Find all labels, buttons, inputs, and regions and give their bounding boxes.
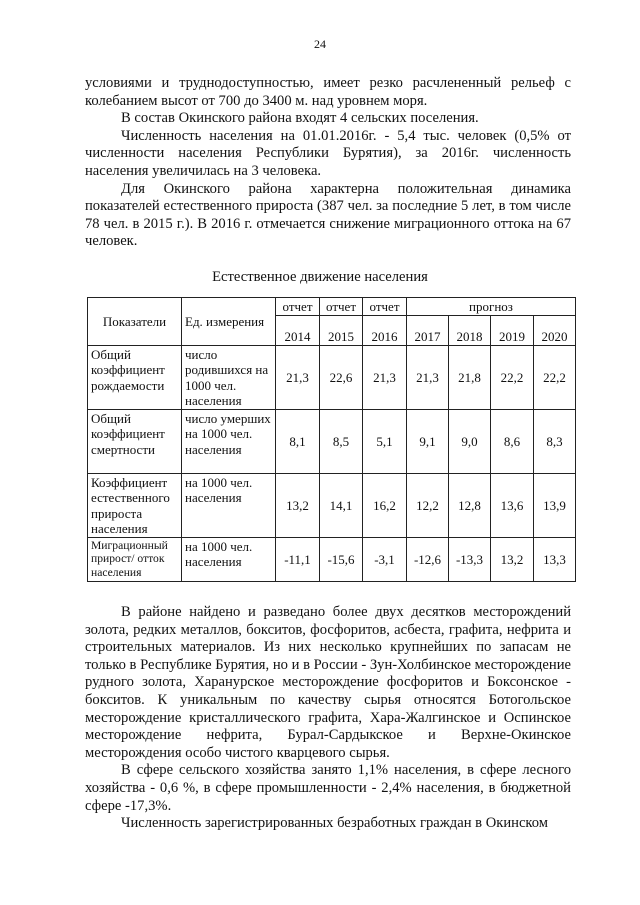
table-cell: 8,6 xyxy=(491,410,534,474)
text-block-bottom xyxy=(85,604,571,833)
row-indicator: Общий коэффициент рождаемости xyxy=(88,346,182,410)
page-number: 24 xyxy=(314,37,326,51)
row-unit: число умерших на 1000 чел. населения xyxy=(182,410,276,474)
header-year: 2020 xyxy=(534,316,576,346)
table-cell: 21,8 xyxy=(449,346,491,410)
table-row xyxy=(88,346,576,410)
table-cell: -15,6 xyxy=(320,538,363,582)
paragraph: Для Окинского района характерна положительная динамика показателей естественного прироста (387 чел. за последние 5 лет, в том числе 78 чел. в 2015 г.). В 2016 г. отмечается снижение миграционного оттока на 67 человек. xyxy=(85,180,571,250)
table-row xyxy=(88,538,576,582)
table-cell: 21,3 xyxy=(276,346,320,410)
header-year: 2018 xyxy=(449,316,491,346)
table-cell: 22,6 xyxy=(320,346,363,410)
paragraph: В состав Окинского района входят 4 сельских поселения. xyxy=(121,110,479,127)
header-year: 2015 xyxy=(320,316,363,346)
table-caption: Естественное движение населения xyxy=(212,269,428,285)
table-cell: 22,2 xyxy=(534,346,576,410)
text-block-top xyxy=(85,75,571,251)
row-indicator: Миграционный прирост/ отток населения xyxy=(88,538,182,582)
paragraph: В сфере сельского хозяйства занято 1,1% населения, в сфере лесного хозяйства - 0,6 %, в сфере промышленности - 2,4% населения, в бюджетной сфере -17,3%. xyxy=(85,762,571,814)
row-unit: на 1000 чел. населения xyxy=(182,538,276,582)
table-cell: 13,3 xyxy=(534,538,576,582)
paragraph: В районе найдено и разведано более двух десятков месторождений золота, редких металлов, бокситов, фосфоритов, асбеста, графита, нефрита и строительных материалов. Из них несколько крупнейших по запасам не только в Республике Бурятия, но и в России - Зун-Холбинское месторождение рудного золота, Харанурское месторождение фосфоритов и Боксонское - бокситов. К уникальным по качеству сырья относятся Ботогольское месторождение кристаллического графита, Хара-Жалгинское и Оспинское месторождение нефрита, Бурал-Сардыкское и Верхне-Окинское месторождения особо чистого кварцевого сырья. xyxy=(85,604,571,761)
paragraph: условиями и труднодоступностью, имеет резко расчлененный рельеф с колебанием высот от 700 до 3400 м. над уровнем моря. xyxy=(85,75,571,109)
header-report: отчет xyxy=(363,298,407,316)
header-year: 2019 xyxy=(491,316,534,346)
table-cell: 8,5 xyxy=(320,410,363,474)
table-cell: -13,3 xyxy=(449,538,491,582)
table-cell: 12,2 xyxy=(407,474,449,538)
table-cell: 14,1 xyxy=(320,474,363,538)
header-forecast: прогноз xyxy=(407,298,576,316)
header-year: 2017 xyxy=(407,316,449,346)
table-cell: -12,6 xyxy=(407,538,449,582)
table-cell: 12,8 xyxy=(449,474,491,538)
table-cell: 21,3 xyxy=(407,346,449,410)
header-indicator: Показатели xyxy=(88,298,182,346)
header-report: отчет xyxy=(276,298,320,316)
table-cell: 8,3 xyxy=(534,410,576,474)
header-report: отчет xyxy=(320,298,363,316)
table-cell: 13,2 xyxy=(276,474,320,538)
header-year: 2014 xyxy=(276,316,320,346)
header-year: 2016 xyxy=(363,316,407,346)
paragraph: Численность зарегистрированных безработных граждан в Окинском xyxy=(121,815,549,832)
table-cell: 13,2 xyxy=(491,538,534,582)
row-indicator: Коэффициент естественного прироста населения xyxy=(88,474,182,538)
table-cell: 22,2 xyxy=(491,346,534,410)
table-row xyxy=(88,410,576,474)
table-cell: 16,2 xyxy=(363,474,407,538)
table-row xyxy=(88,474,576,538)
row-unit: число родившихся на 1000 чел. населения xyxy=(182,346,276,410)
table-cell: -11,1 xyxy=(276,538,320,582)
table-cell: 13,9 xyxy=(534,474,576,538)
population-table xyxy=(87,297,576,582)
table-cell: 5,1 xyxy=(363,410,407,474)
row-indicator: Общий коэффициент смертности xyxy=(88,410,182,474)
table-cell: 9,1 xyxy=(407,410,449,474)
table-cell: 8,1 xyxy=(276,410,320,474)
paragraph: Численность населения на 01.01.2016г. - 5,4 тыс. человек (0,5% от численности населения Республики Бурятия), за 2016г. численность населения увеличилась на 3 человека. xyxy=(85,127,571,179)
row-unit: на 1000 чел. населения xyxy=(182,474,276,538)
header-unit: Ед. измерения xyxy=(182,298,276,346)
table-cell: 21,3 xyxy=(363,346,407,410)
table-cell: -3,1 xyxy=(363,538,407,582)
table-cell: 9,0 xyxy=(449,410,491,474)
table-cell: 13,6 xyxy=(491,474,534,538)
